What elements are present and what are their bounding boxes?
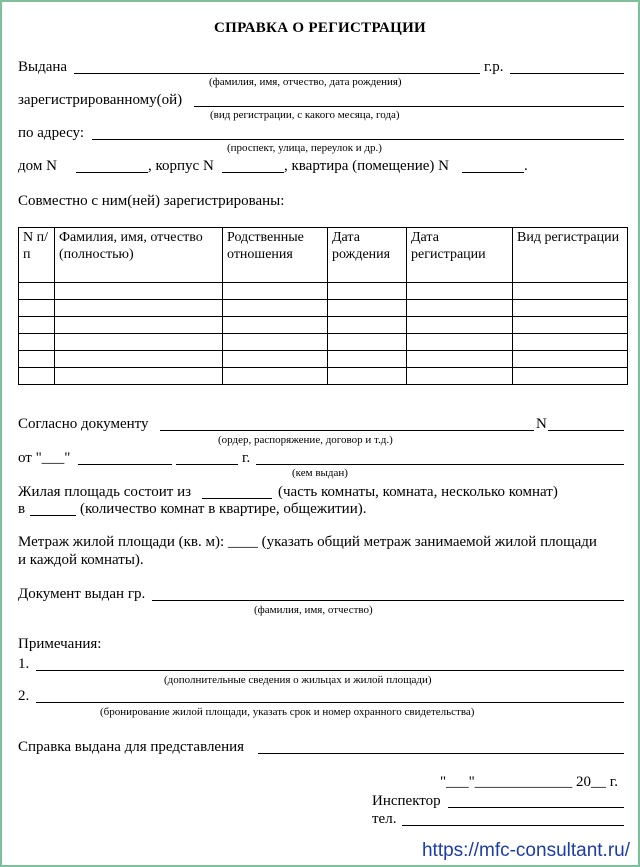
table-cell[interactable]: [407, 300, 513, 317]
column-header-birth-date: Дата рождения: [328, 228, 407, 283]
table-cell[interactable]: [407, 334, 513, 351]
phone-label: тел.: [372, 811, 397, 827]
date-line[interactable]: "___"_____________ 20__ г.: [440, 774, 618, 790]
from-label: от "___": [18, 450, 71, 466]
doc-issued-caption: (фамилия, имя, отчество): [254, 604, 373, 616]
cohabitants-table: [18, 227, 628, 385]
area-line-1: Метраж жилой площади (кв. м): ____ (указать общий метраж занимаемой жилой площади: [18, 534, 597, 550]
table-cell[interactable]: [55, 317, 223, 334]
living-area-line[interactable]: [202, 498, 272, 499]
address-label: по адресу:: [18, 125, 85, 141]
note-2-line[interactable]: [36, 702, 624, 703]
table-cell[interactable]: [223, 317, 328, 334]
presentation-label: Справка выдана для представления: [18, 739, 245, 755]
table-cell[interactable]: [19, 283, 55, 300]
note-2-label: 2.: [18, 688, 30, 704]
table-row: [19, 368, 628, 385]
table-cell[interactable]: [19, 300, 55, 317]
table-cell[interactable]: [19, 351, 55, 368]
apartment-number-line[interactable]: [462, 172, 524, 173]
doc-issued-line[interactable]: [152, 600, 624, 601]
table-cell[interactable]: [19, 317, 55, 334]
inspector-line[interactable]: [448, 807, 624, 808]
issued-caption: (фамилия, имя, отчество, дата рождения): [209, 76, 402, 88]
cohabitants-label: Совместно с ним(ней) зарегистрированы:: [18, 193, 285, 209]
area-line-2: и каждой комнаты).: [18, 552, 144, 568]
document-number-line[interactable]: [548, 430, 624, 431]
from-month-line[interactable]: [78, 464, 172, 465]
rooms-count-line[interactable]: [30, 515, 76, 516]
note-1-line[interactable]: [36, 670, 624, 671]
table-row: [19, 283, 628, 300]
note-1-label: 1.: [18, 656, 30, 672]
document-caption: (ордер, распоряжение, договор и т.д.): [218, 434, 393, 446]
table-cell[interactable]: [55, 368, 223, 385]
document-line[interactable]: [160, 430, 534, 431]
apartment-label: , квартира (помещение) N: [284, 158, 450, 174]
column-header-full-name: Фамилия, имя, отчество (полностью): [55, 228, 223, 283]
document-label: Согласно документу: [18, 416, 149, 432]
table-cell[interactable]: [55, 351, 223, 368]
note-1-caption: (дополнительные сведения о жильцах и жилой площади): [164, 674, 432, 686]
column-header-registration-type: Вид регистрации: [513, 228, 628, 283]
table-cell[interactable]: [513, 283, 628, 300]
table-cell[interactable]: [223, 300, 328, 317]
website-link[interactable]: https://mfc-consultant.ru/: [421, 840, 630, 861]
document-title: СПРАВКА О РЕГИСТРАЦИИ: [213, 20, 427, 36]
column-header-relationship: Родственные отношения: [223, 228, 328, 283]
living-area-label: Жилая площадь состоит из: [18, 484, 192, 500]
living-area-hint: (часть комнаты, комната, несколько комнат): [278, 484, 558, 500]
issuer-caption: (кем выдан): [292, 467, 348, 479]
issuer-line[interactable]: [256, 464, 624, 465]
doc-issued-label: Документ выдан гр.: [18, 586, 146, 602]
table-cell[interactable]: [513, 317, 628, 334]
table-cell[interactable]: [328, 368, 407, 385]
building-label: , корпус N: [148, 158, 214, 174]
table-cell[interactable]: [328, 351, 407, 368]
table-cell[interactable]: [19, 334, 55, 351]
table-cell[interactable]: [55, 334, 223, 351]
table-cell[interactable]: [328, 317, 407, 334]
inspector-label: Инспектор: [372, 793, 441, 809]
year-label: г.: [242, 450, 251, 466]
column-header-registration-date: Дата регистрации: [407, 228, 513, 283]
in-hint: (количество комнат в квартире, общежитии).: [80, 501, 367, 517]
table-cell[interactable]: [223, 283, 328, 300]
table-cell[interactable]: [223, 351, 328, 368]
birth-label: г.р.: [484, 59, 504, 75]
table-cell[interactable]: [513, 351, 628, 368]
table-cell[interactable]: [328, 334, 407, 351]
building-number-line[interactable]: [222, 172, 284, 173]
presentation-line[interactable]: [258, 753, 624, 754]
table-cell[interactable]: [55, 300, 223, 317]
phone-line[interactable]: [402, 825, 624, 826]
address-line[interactable]: [92, 139, 624, 140]
table-header-row: [19, 228, 628, 283]
address-caption: (проспект, улица, переулок и др.): [227, 142, 382, 154]
table-cell[interactable]: [328, 283, 407, 300]
table-cell[interactable]: [223, 368, 328, 385]
table-row: [19, 317, 628, 334]
table-cell[interactable]: [223, 334, 328, 351]
table-cell[interactable]: [328, 300, 407, 317]
table-row: [19, 334, 628, 351]
registered-label: зарегистрированному(ой): [18, 92, 183, 108]
table-cell[interactable]: [407, 283, 513, 300]
registered-line[interactable]: [194, 106, 624, 107]
address-period: .: [524, 158, 528, 174]
table-cell[interactable]: [513, 300, 628, 317]
issued-label: Выдана: [18, 59, 68, 75]
table-cell[interactable]: [407, 317, 513, 334]
document-number-label: N: [536, 416, 547, 432]
issued-to-line[interactable]: [74, 73, 480, 74]
table-cell[interactable]: [55, 283, 223, 300]
registered-caption: (вид регистрации, с какого месяца, года): [210, 109, 400, 121]
table-cell[interactable]: [407, 351, 513, 368]
table-cell[interactable]: [513, 368, 628, 385]
table-cell[interactable]: [513, 334, 628, 351]
from-year-line[interactable]: [176, 464, 238, 465]
table-cell[interactable]: [407, 368, 513, 385]
house-number-line[interactable]: [76, 172, 148, 173]
notes-label: Примечания:: [18, 636, 102, 652]
note-2-caption: (бронирование жилой площади, указать срок и номер охранного свидетельства): [100, 706, 475, 718]
in-label: в: [18, 501, 26, 517]
birth-year-line[interactable]: [510, 73, 624, 74]
table-row: [19, 300, 628, 317]
column-header-number: N п/п: [19, 228, 55, 283]
table-row: [19, 351, 628, 368]
house-label: дом N: [18, 158, 57, 174]
table-cell[interactable]: [19, 368, 55, 385]
